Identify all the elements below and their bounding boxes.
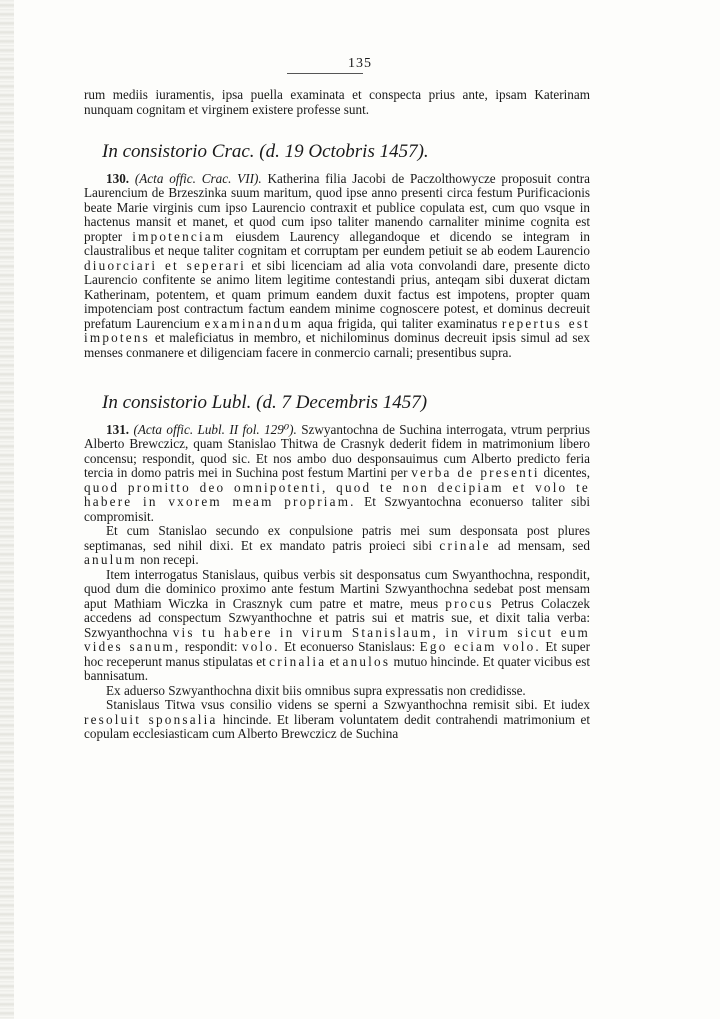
entry-text: Szwyantochna de Suchina interrogata, vtrum perprius Alberto Brewczicz, quam Stanislao Thitwa de Crasnyk dederit fidem in matrimonium libero concensu; respondit, quod sic. Et nos ambo duo desponsauimus cum Alberto predicto feria tercia in domo patris mei in Suchina post festum Martini per [84, 421, 591, 480]
spaced-term: impotenciam [132, 228, 226, 244]
paragraph-ex-aduerso: Ex aduerso Szwyanthochna dixit biis omnibus supra expressatis non credidisse. [106, 682, 526, 698]
spaced-term: crinalia [269, 653, 327, 669]
spaced-term: diuorciari et seperari [84, 257, 246, 273]
entry-number: 130. [106, 170, 130, 186]
entry-text: Katherina filia Jacobi de Paczolthowycze proposuit contra Laurencium de Brzeszinka suum maritum, quod ipse anno presenti circa festum Purificacionis beate Marie virginis cum ipso Laurencio contraxit et publice copulata est, cum quo vsque in hactenus mansit et manet, et quod cum ipso taliter manendo carnaliter minime cognita est propter [84, 170, 590, 244]
entry-text: et [329, 653, 340, 669]
entry-text: Et cum Stanislao secundo ex conpulsione patris mei sum desponsata post plures septimanas, sed nihil dixi. Et ex mandato patris proieci sibi [84, 523, 590, 553]
spaced-term: volo. [241, 639, 280, 654]
entry-text: eiusdem Laurency allegandoque et dicendo se integram in claustralibus et neque taliter cognitam et corruptam per eundem petiuit se ab eodem Laurencio [84, 228, 591, 258]
paragraph-stanislao [84, 524, 590, 568]
spaced-term: verba de presenti [411, 465, 540, 480]
entry-number: 131. [106, 421, 130, 437]
spaced-term: examinandum [204, 315, 304, 331]
spaced-term: anulum [84, 552, 137, 567]
entry-citation: (Acta offic. Lubl. II fol. 129⁰). [133, 421, 297, 437]
page-body [84, 88, 590, 742]
spaced-term: Ego eciam volo. [419, 639, 541, 654]
spaced-term: quod promitto deo omnipotenti, quod te non decipiam et volo te habere in vxorem meam propriam. [84, 479, 590, 509]
entry-text: hincinde. Et liberam voluntatem dedit contrahendi matrimonium et copulam ecclesiasticam cum Alberto Brewczicz de Suchina [84, 711, 590, 741]
spaced-term: anulos [342, 653, 391, 669]
entry-text: Et econuerso Stanislaus: [284, 639, 416, 654]
spaced-term: procus [445, 595, 494, 611]
entry-text: Et super hoc receperunt manus stipulatas et [84, 639, 591, 669]
spaced-term: repertus est impotens [84, 315, 591, 345]
page-number-rule [287, 73, 363, 74]
entry-130 [84, 172, 590, 361]
entry-text: aqua frigida, qui taliter examinatus [308, 315, 498, 331]
spaced-term: crinale [439, 537, 491, 553]
paragraph-interrogatus [84, 568, 590, 684]
page-number: 135 [348, 56, 372, 71]
entry-text: et sibi licenciam ad alia vota convolandi dare, presente dicto Laurencio confitente se animo litem legitime contestandi prius, anteqam sibi duxerat dictam Katherinam, potentem, et quam primum eandem duxit factus est impotens, propter quam impotenciam post contractum factum eandem minime cognoscere potest, et dominus decreuit prefatum Laurencium [84, 257, 590, 331]
paragraph-titwa [84, 698, 590, 742]
section-heading-lubl: In consistorio Lubl. (d. 7 Decembris 1457) [102, 392, 428, 413]
entry-text: respondit: [184, 639, 238, 654]
entry-131 [84, 423, 590, 525]
entry-text: Stanislaus Titwa vsus consilio videns se sperni a Szwyanthochna remisit sibi. Et iudex [106, 697, 590, 712]
entry-text: non recepi. [140, 552, 199, 567]
entry-text: Item interrogatus Stanislaus, quibus verbis sit desponsatus cum Swyanthochna, respondit, quod dum die dominico proximo ante festum Martini Szwyanthochna sedebat post mensam aput Mathiam Wiczka in Crasznyk cum patre et matre, meus [84, 566, 590, 611]
entry-text: dicentes, [543, 465, 590, 480]
entry-text: mutuo hincinde. Et quater vicibus est bannisatum. [84, 653, 591, 683]
entry-text: ad mensam, sed [498, 537, 590, 553]
entry-citation: (Acta offic. Crac. VII). [134, 170, 262, 186]
intro-paragraph: rum mediis iuramentis, ipsa puella examinata et conspecta prius ante, ipsam Katerinam nunquam cognitam et virginem existere professe sunt. [84, 87, 590, 117]
entry-text: Et Szwyantochna econuerso taliter sibi compromisit. [84, 494, 590, 524]
section-heading-crac: In consistorio Crac. (d. 19 Octobris 1457). [102, 141, 429, 162]
spaced-term: resoluit sponsalia [84, 711, 218, 727]
entry-text: Petrus Colaczek accedens ad conspectum Szwyanthochne et patris sui et matris sue, et dixit talia verba: Szwyanthochna [84, 595, 591, 640]
entry-text: et maleficiatus in membro, et nichilominus dominus decreuit ipsis simul ad sex menses conmanere et diligenciam facere in conmercio carnali; presentibus supra. [84, 330, 591, 360]
spaced-term: vis tu habere in virum Stanislaum, in virum sicut eum vides sanum, [84, 624, 591, 654]
scan-edge-artifact [0, 0, 14, 1019]
